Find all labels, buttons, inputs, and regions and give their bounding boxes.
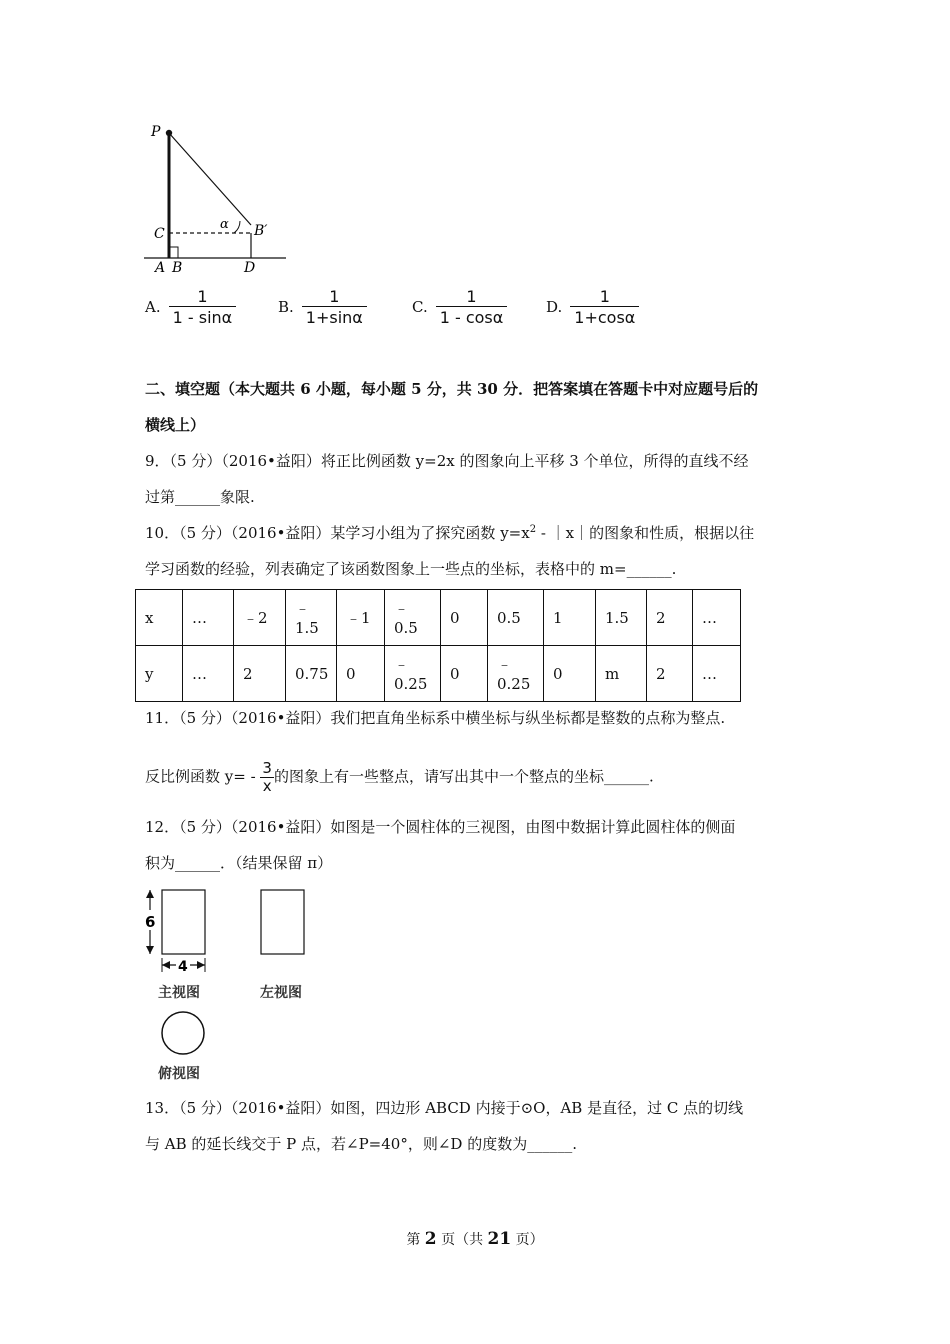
label-b-prime: B′ — [254, 223, 268, 239]
front-view-label: 主视图 — [158, 985, 200, 1001]
option-d: D. $\frac{1}{1+\cos\alpha}$ — [546, 287, 639, 327]
section2-heading-line1: 二、填空题（本大题共 6 小题，每小题 5 分，共 30 分．把答案填在答题卡中对应题号后的 — [145, 380, 759, 398]
arrow-left-icon — [162, 961, 170, 969]
table-cell: x — [136, 590, 183, 646]
table-cell: 0 — [337, 646, 385, 702]
q12-line2: 积为______．（结果保留 π） — [145, 854, 333, 872]
table-cell: 2 — [234, 646, 286, 702]
option-b-fraction: $\frac{1}{1+\sin\alpha}$ — [302, 287, 367, 327]
option-a-fraction: $\frac{1}{1 - \sin\alpha}$ — [169, 287, 237, 327]
q13-line1: 13．（5 分）（2016•益阳）如图，四边形 ABCD 内接于⊙O，AB 是直径，过 C 点的切线 — [145, 1099, 744, 1117]
top-view-circle — [162, 1012, 204, 1054]
table-cell: ﹣1 — [337, 590, 385, 646]
top-view-label: 俯视图 — [158, 1066, 200, 1082]
table-cell: 0.5 — [488, 590, 544, 646]
table-cell: ﹣ 0.25 — [488, 646, 544, 702]
option-a: A. $\frac{1}{1 - \sin\alpha}$ — [145, 287, 236, 327]
label-p: P — [151, 124, 161, 140]
table-cell: y — [136, 646, 183, 702]
arrow-right-icon — [197, 961, 205, 969]
total-page-count: 21 — [487, 1229, 512, 1249]
current-page-number: 2 — [424, 1229, 437, 1249]
table-cell: 0.75 — [286, 646, 337, 702]
table-cell: ﹣ 0.25 — [385, 646, 441, 702]
section2-heading-line2: 横线上） — [145, 416, 206, 434]
q12-line1: 12．（5 分）（2016•益阳）如图是一个圆柱体的三视图，由图中数据计算此圆柱体的侧面 — [145, 818, 736, 836]
q11-line2: 反比例函数 y= - $\frac{3}{x}$ 的图象上有一些整点，请写出其中一个整点的坐标______. — [145, 759, 654, 795]
left-view-rect — [261, 890, 304, 954]
label-a: A — [155, 260, 166, 275]
table-cell: m — [596, 646, 647, 702]
left-view-label: 左视图 — [260, 985, 302, 1001]
table-cell: 2 — [647, 590, 693, 646]
table-cell: 0 — [441, 590, 488, 646]
table-cell: … — [183, 646, 234, 702]
option-c: C. $\frac{1}{1 - \cos\alpha}$ — [412, 287, 507, 327]
option-c-fraction: $\frac{1}{1 - \cos\alpha}$ — [436, 287, 508, 327]
front-view-rect — [162, 890, 205, 954]
table-cell: ﹣ 1.5 — [286, 590, 337, 646]
q11-fraction: $\frac{3}{x}$ — [262, 759, 272, 795]
arrow-up-icon — [146, 890, 154, 898]
label-b: B — [172, 260, 183, 275]
table-cell: 0 — [544, 646, 596, 702]
table-cell: ﹣2 — [234, 590, 286, 646]
table-cell: 1 — [544, 590, 596, 646]
table-row-x — [136, 590, 741, 646]
table-cell: ﹣ 0.5 — [385, 590, 441, 646]
table-cell: 1.5 — [596, 590, 647, 646]
option-d-fraction: $\frac{1}{1+\cos\alpha}$ — [570, 287, 639, 327]
arrow-down-icon — [146, 946, 154, 954]
q9-line1: 9．（5 分）（2016•益阳）将正比例函数 y=2x 的图象向上平移 3 个单位，所得的直线不经 — [145, 452, 749, 470]
table-cell: 0 — [441, 646, 488, 702]
table-cell: … — [183, 590, 234, 646]
q11-line1: 11．（5 分）（2016•益阳）我们把直角坐标系中横坐标与纵坐标都是整数的点称为整点. — [145, 709, 726, 727]
ray-line — [169, 133, 251, 225]
table-cell: … — [693, 590, 741, 646]
q13-line2: 与 AB 的延长线交于 P 点，若∠P=40°，则∠D 的度数为______. — [145, 1135, 577, 1153]
label-d: D — [244, 260, 256, 275]
table-cell: 2 — [647, 646, 693, 702]
q10-line2: 学习函数的经验，列表确定了该函数图象上一些点的坐标，表格中的 m=______. — [145, 560, 677, 578]
label-alpha: α — [220, 217, 229, 232]
cylinder-views-figure — [140, 882, 320, 1087]
width-label: 4 — [178, 959, 188, 975]
q10-line1: 10．（5 分）（2016•益阳）某学习小组为了探究函数 $y=x^2$ - ｜x｜的图象和性质，根据以往 — [145, 524, 755, 542]
angle-arc — [234, 221, 240, 233]
q9-line2: 过第______象限. — [145, 488, 255, 506]
height-label: 6 — [145, 913, 156, 931]
value-table — [135, 589, 741, 702]
pole-shadow-figure — [140, 120, 290, 275]
option-b: B. $\frac{1}{1+\sin\alpha}$ — [278, 287, 367, 327]
table-cell: … — [693, 646, 741, 702]
table-row-y — [136, 646, 741, 702]
page-footer: 第 2 页（共 21 页） — [406, 1229, 544, 1249]
label-c: C — [154, 226, 165, 242]
